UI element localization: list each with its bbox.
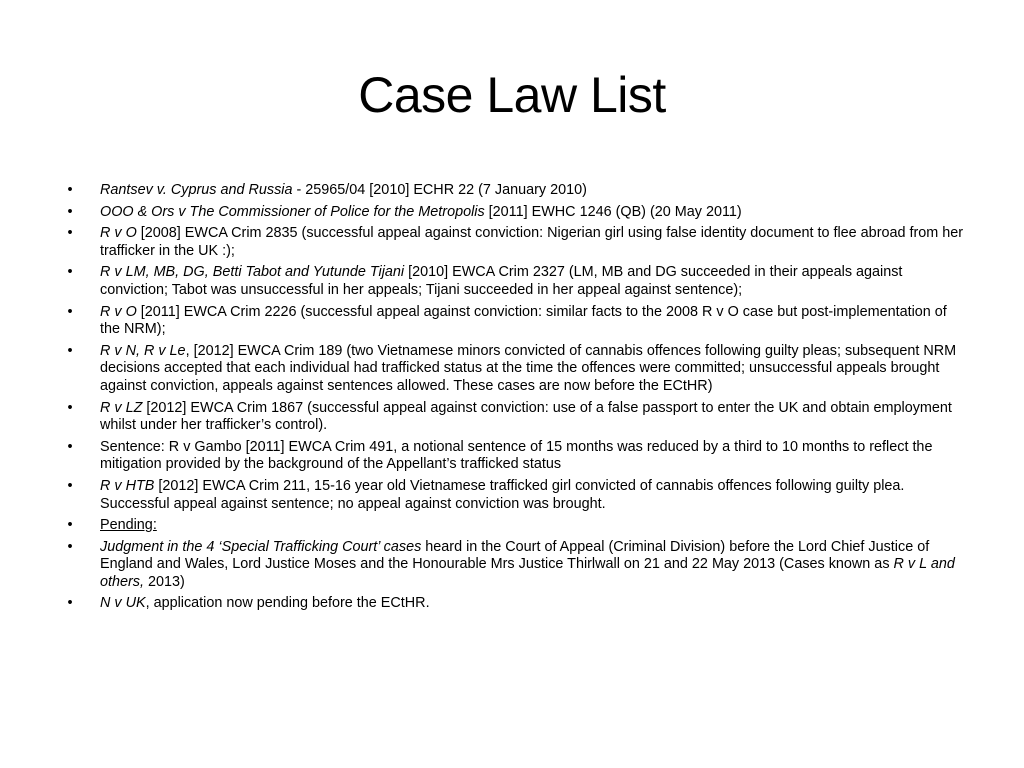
case-text: [2011] EWCA Crim 2226 (successful appeal against conviction: similar facts to the 2008 R v O case but post-implementation of the NRM); — [100, 303, 947, 338]
list-item-text — [100, 225, 963, 259]
case-name: R v LM, MB, DG, Betti Tabot and Yutunde Tijani — [100, 264, 405, 281]
list-item-text — [100, 400, 952, 434]
bullet-marker: • — [67, 182, 73, 198]
case-text: Sentence: R v Gambo [2011] EWCA Crim 491, a notional sentence of 15 months was reduced by a third to 10 months to reflect the mitigation provided by the background of the Appellant’s trafficked status — [100, 438, 933, 473]
list-item — [60, 264, 970, 299]
case-text: Pending: — [100, 517, 157, 534]
case-name: R v L and others, — [100, 556, 955, 590]
case-name: R v HTB — [100, 477, 155, 494]
list-item — [60, 343, 970, 396]
case-text: 2013) — [144, 573, 185, 590]
case-text: , [2012] EWCA Crim 189 (two Vietnamese minors convicted of cannabis offences following guilty pleas; subsequent NRM decisions accepted that each individual had trafficked status at the time the offences were committed; unsuccessful appeals brought against conviction, appeals against sentences allowed. These cases are now before the ECtHR) — [100, 342, 957, 394]
list-item — [60, 304, 970, 339]
list-item — [60, 400, 970, 435]
list-item-text — [100, 182, 587, 198]
bullet-marker: • — [67, 342, 73, 359]
list-item — [60, 517, 970, 535]
list-item — [60, 478, 970, 513]
case-name: OOO & Ors v The Commissioner of Police for the Metropolis — [100, 203, 485, 220]
bullet-marker: • — [67, 477, 73, 494]
case-name: R v O — [100, 303, 137, 320]
list-item — [60, 439, 970, 474]
list-item — [60, 182, 970, 200]
bullet-marker: • — [67, 517, 73, 534]
case-name: Judgment in the 4 ‘Special Trafficking Court’ cases — [100, 538, 422, 555]
list-item — [60, 539, 970, 592]
case-text: [2011] EWHC 1246 (QB) (20 May 2011) — [484, 203, 742, 220]
list-item — [60, 595, 970, 613]
bullet-marker: • — [67, 303, 73, 320]
list-item-text — [100, 264, 902, 298]
case-text: heard in the Court of Appeal (Criminal Division) before the Lord Chief Justice of England and Wales, Lord Justice Moses and the Honourable Mrs Justice Thirlwall on 21 and 22 May 2013 (Cases known as — [100, 538, 930, 573]
bullet-marker: • — [67, 264, 73, 281]
list-item-text — [100, 595, 430, 611]
list-item-text — [100, 439, 932, 473]
case-law-list — [60, 182, 970, 617]
bullet-marker: • — [67, 225, 73, 242]
list-item-text — [100, 539, 955, 590]
case-text: - 25965/04 [2010] ECHR 22 (7 January 2010) — [292, 182, 587, 198]
list-item-text — [100, 478, 904, 512]
case-text: [2010] EWCA Crim 2327 (LM, MB and DG succeeded in their appeals against conviction; Tabot was unsuccessful in her appeals; Tijani succeeded in her appeal against sentence); — [100, 264, 903, 298]
list-item — [60, 225, 970, 260]
list-item — [60, 204, 970, 222]
case-name: R v LZ — [100, 399, 143, 416]
slide-title: Case Law List — [358, 67, 666, 123]
case-text: [2012] EWCA Crim 1867 (successful appeal against conviction: use of a false passport to enter the UK and obtain employment whilst under her trafficker’s control). — [100, 399, 952, 434]
case-name: N v UK — [100, 595, 146, 612]
list-item-text — [100, 204, 742, 220]
case-name: Rantsev v. Cyprus and Russia — [100, 182, 293, 198]
case-text: [2008] EWCA Crim 2835 (successful appeal against conviction: Nigerian girl using false identity document to flee abroad from her trafficker in the UK :); — [100, 225, 964, 259]
bullet-marker: • — [67, 399, 73, 416]
list-item-text — [100, 517, 157, 533]
list-item-text — [100, 304, 947, 338]
case-name: R v N, R v Le — [100, 342, 186, 359]
case-text: [2012] EWCA Crim 211, 15-16 year old Vietnamese trafficked girl convicted of cannabis offences following guilty plea. Successful appeal against sentence; no appeal against conviction was brought. — [100, 477, 905, 512]
case-text: , application now pending before the ECtHR. — [145, 595, 430, 612]
bullet-marker: • — [67, 203, 73, 220]
case-name: R v O — [100, 225, 137, 242]
bullet-marker: • — [67, 538, 73, 555]
bullet-marker: • — [67, 595, 73, 612]
bullet-marker: • — [67, 438, 73, 455]
list-item-text — [100, 343, 956, 394]
